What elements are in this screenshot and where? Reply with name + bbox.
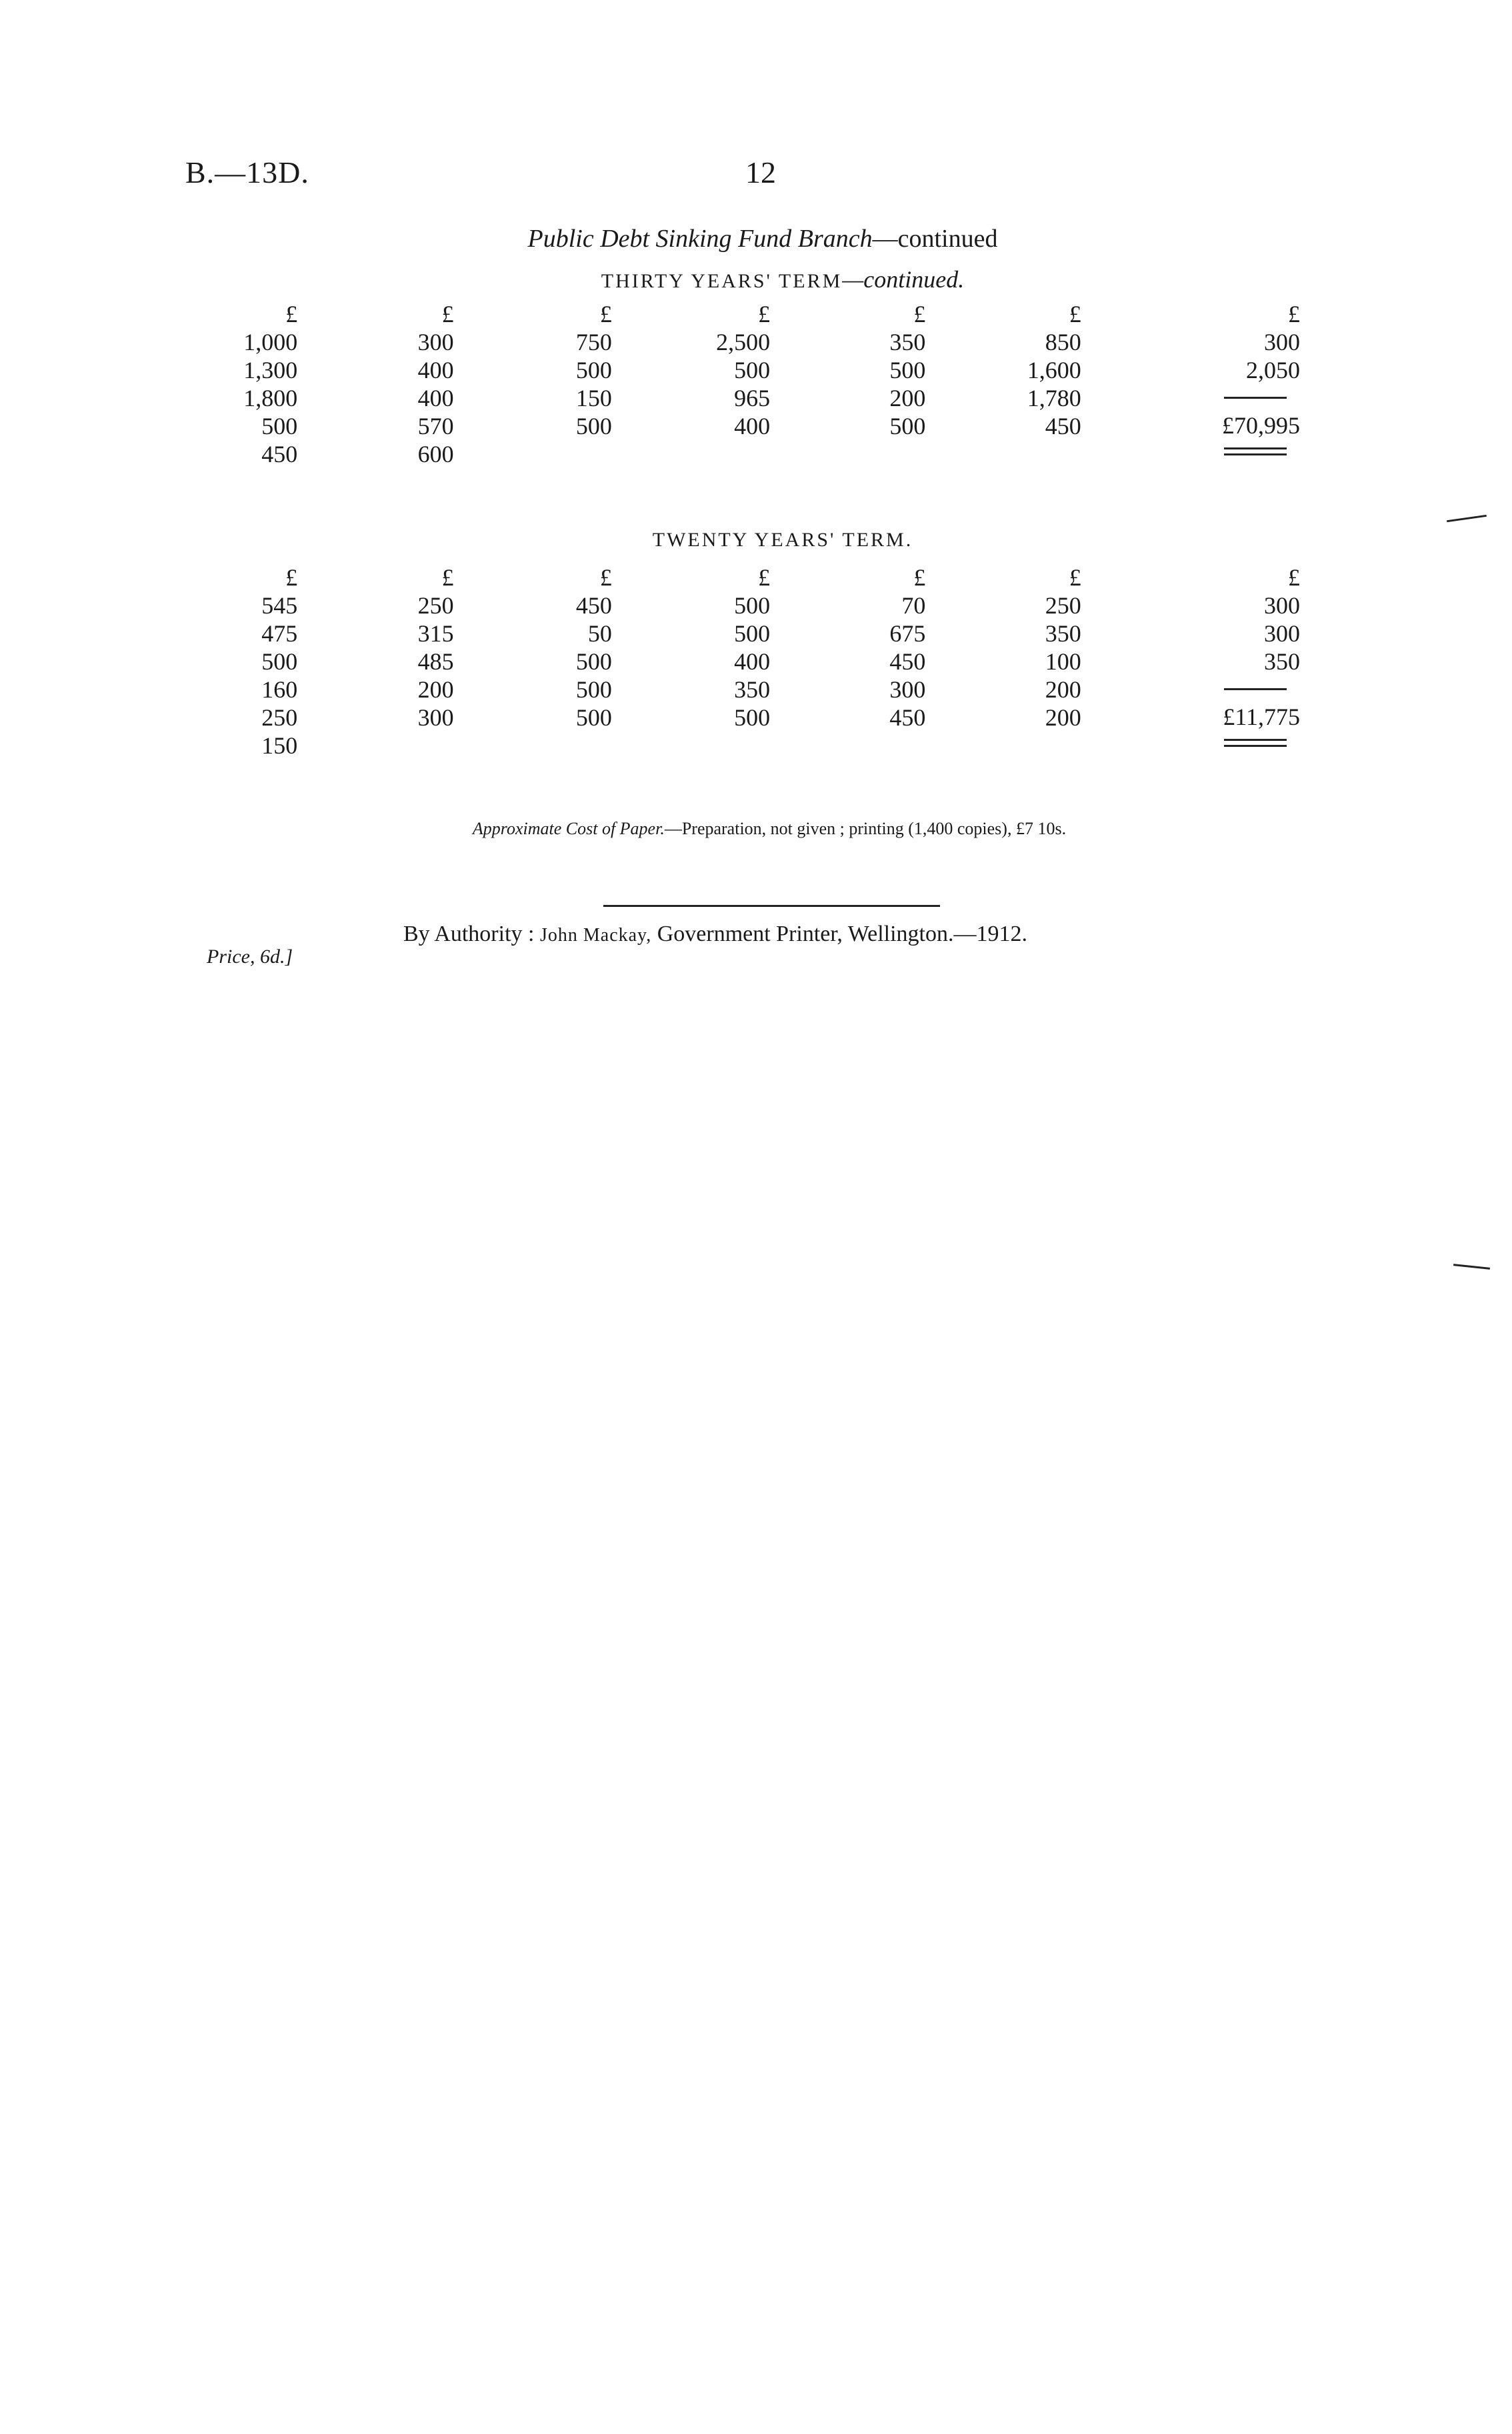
table-cell: 500	[575, 413, 612, 439]
table-cell: 350	[1264, 648, 1300, 675]
thirty-col-2	[376, 300, 532, 468]
currency-label: £	[441, 564, 454, 591]
table-cell: 315	[417, 620, 454, 647]
twenty-col-2	[376, 563, 532, 760]
currency-label: £	[1069, 301, 1081, 327]
section-title-suffix: —continued	[872, 225, 998, 253]
sum-rule	[1224, 688, 1287, 690]
authority-line	[403, 922, 1027, 947]
table-cell: 50	[587, 620, 612, 647]
table-cell: 500	[575, 704, 612, 731]
table-cell: 500	[575, 676, 612, 703]
currency-label: £	[1288, 564, 1300, 591]
authority-prefix: By Authority :	[403, 922, 535, 946]
currency-label: £	[1069, 564, 1081, 591]
table-cell: 545	[261, 592, 298, 619]
table-cell: 300	[889, 676, 926, 703]
currency-label: £	[599, 301, 612, 327]
table-cell: 100	[1045, 648, 1081, 675]
thirty-col-4	[689, 300, 845, 468]
thirty-heading-text: THIRTY YEARS' TERM	[601, 270, 843, 292]
table-cell: 450	[889, 648, 926, 675]
twenty-col-1	[220, 563, 376, 760]
table-cell: 485	[417, 648, 454, 675]
table-cell: 400	[417, 385, 454, 411]
currency-label: £	[285, 301, 298, 327]
currency-label: £	[285, 564, 298, 591]
page-number: 12	[745, 155, 776, 189]
cost-label: Approximate Cost of Paper.	[472, 819, 665, 838]
section-title-main: Public Debt Sinking Fund Branch	[527, 225, 873, 253]
table-cell: 150	[261, 732, 298, 759]
section-title	[0, 224, 1512, 253]
table-cell: 70	[901, 592, 926, 619]
currency-label: £	[758, 301, 771, 327]
table-cell: 200	[1045, 704, 1081, 731]
table-cell: 500	[734, 357, 771, 383]
table-cell: 450	[261, 441, 298, 467]
table-cell: 300	[417, 704, 454, 731]
table-cell: 350	[1045, 620, 1081, 647]
table-cell: 200	[1045, 676, 1081, 703]
currency-label: £	[913, 564, 926, 591]
table-cell: 500	[734, 620, 771, 647]
thirty-years-heading	[0, 265, 1512, 293]
thirty-col-1	[220, 300, 376, 468]
currency-label: £	[599, 564, 612, 591]
table-cell: 570	[417, 413, 454, 439]
thirty-col-5	[845, 300, 1001, 468]
twenty-col-6	[1001, 563, 1157, 760]
table-cell: 150	[575, 385, 612, 411]
table-cell: 1,600	[1027, 357, 1081, 383]
twenty-years-heading: TWENTY YEARS' TERM.	[652, 529, 913, 551]
document-reference: B.—13D.	[185, 155, 309, 189]
table-cell: 400	[417, 357, 454, 383]
currency-label: £	[758, 564, 771, 591]
table-cell: 1,300	[243, 357, 298, 383]
total-double-rule	[1224, 739, 1287, 747]
currency-label: £	[913, 301, 926, 327]
table-cell: 750	[575, 329, 612, 355]
table-cell: 250	[417, 592, 454, 619]
table-cell: 300	[1264, 592, 1300, 619]
currency-label: £	[441, 301, 454, 327]
sum-rule	[1224, 397, 1287, 399]
table-cell: 300	[417, 329, 454, 355]
currency-label: £	[1288, 301, 1300, 327]
table-cell: 450	[889, 704, 926, 731]
twenty-col-7	[1157, 563, 1313, 760]
table-cell: 500	[734, 704, 771, 731]
table-cell: 1,800	[243, 385, 298, 411]
thirty-col-7	[1157, 300, 1313, 468]
table-cell: 350	[734, 676, 771, 703]
table-cell: 1,000	[243, 329, 298, 355]
footer-divider	[603, 905, 940, 907]
table-cell: 400	[734, 413, 771, 439]
table-cell: 160	[261, 676, 298, 703]
table-cell: 500	[261, 413, 298, 439]
table-cell: 350	[889, 329, 926, 355]
table-cell: 965	[734, 385, 771, 411]
table-cell: 475	[261, 620, 298, 647]
cost-text: —Preparation, not given ; printing (1,400 copies), £7 10s.	[664, 819, 1067, 838]
twenty-total: £11,775	[1223, 704, 1300, 730]
twenty-col-5	[845, 563, 1001, 760]
thirty-col-6	[1001, 300, 1157, 468]
table-cell: 1,780	[1027, 385, 1081, 411]
table-cell: 250	[1045, 592, 1081, 619]
table-cell: 2,500	[716, 329, 771, 355]
scan-mark	[1447, 515, 1487, 522]
table-cell: 300	[1264, 620, 1300, 647]
table-cell: 600	[417, 441, 454, 467]
table-cell: 675	[889, 620, 926, 647]
twenty-years-table	[220, 563, 1313, 760]
table-cell: 400	[734, 648, 771, 675]
table-cell: 500	[575, 357, 612, 383]
table-cell: 450	[1045, 413, 1081, 439]
table-cell: 500	[734, 592, 771, 619]
table-cell: 500	[889, 357, 926, 383]
cost-of-paper-note	[0, 819, 1512, 839]
table-cell: 200	[417, 676, 454, 703]
printer-name: John Mackay,	[539, 925, 652, 946]
table-cell: 300	[1264, 329, 1300, 355]
table-cell: 500	[261, 648, 298, 675]
table-cell: 450	[575, 592, 612, 619]
thirty-heading-suffix: —continued.	[842, 266, 965, 293]
twenty-col-4	[689, 563, 845, 760]
table-cell: 200	[889, 385, 926, 411]
thirty-years-table	[220, 300, 1313, 468]
total-double-rule	[1224, 447, 1287, 455]
table-cell: 500	[889, 413, 926, 439]
scan-mark	[1453, 1264, 1490, 1270]
thirty-col-3	[533, 300, 689, 468]
table-cell: 2,050	[1246, 357, 1300, 383]
twenty-col-3	[533, 563, 689, 760]
thirty-total: £70,995	[1222, 412, 1300, 439]
table-cell: 850	[1045, 329, 1081, 355]
table-cell: 500	[575, 648, 612, 675]
price-note: Price, 6d.]	[207, 946, 293, 968]
authority-suffix: Government Printer, Wellington.—1912.	[657, 922, 1027, 946]
table-cell: 250	[261, 704, 298, 731]
